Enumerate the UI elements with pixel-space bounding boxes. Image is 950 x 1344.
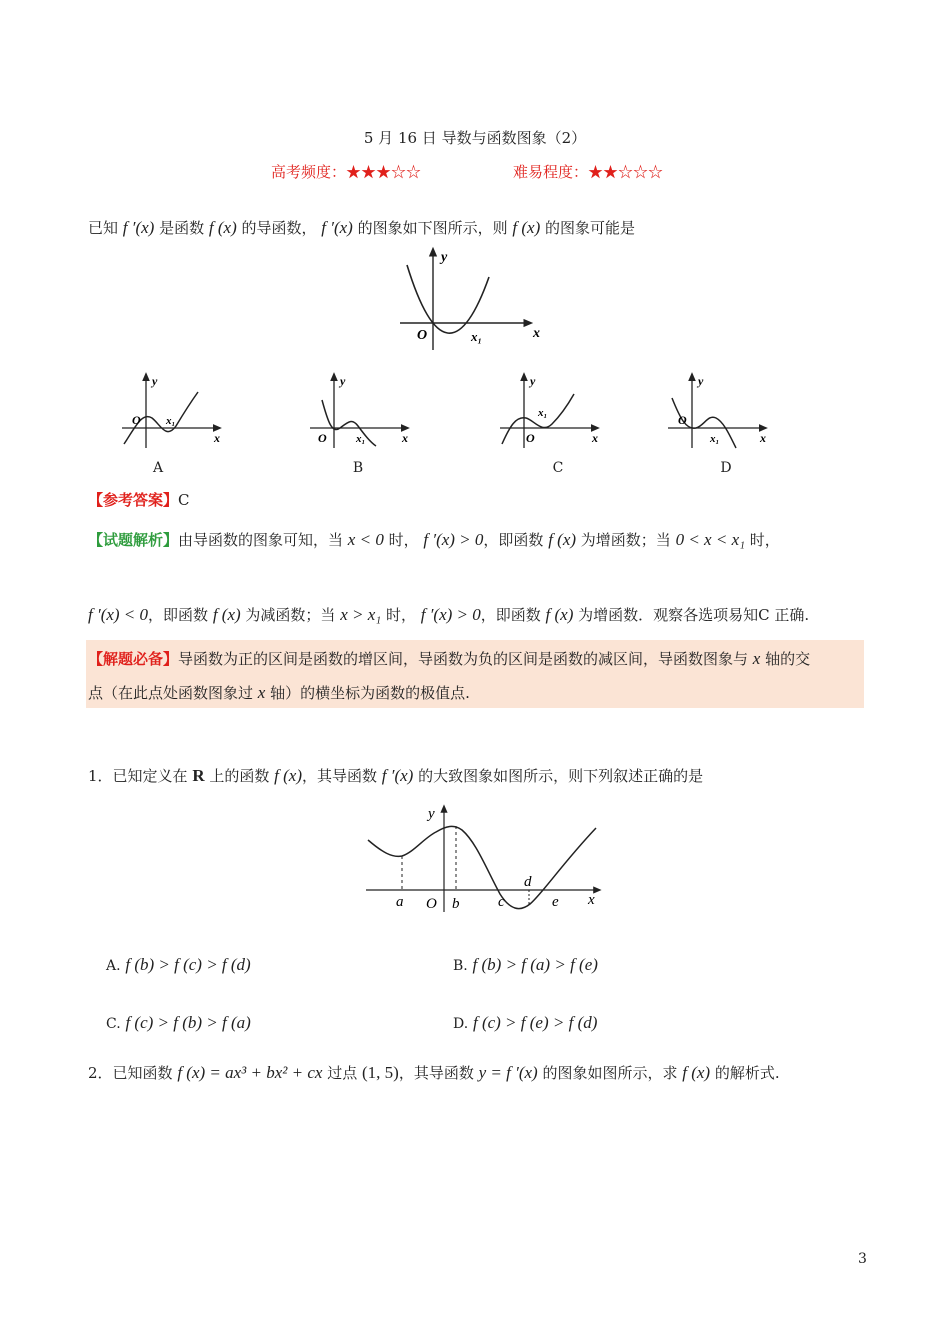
page-title: 5 月 16 日 导数与函数图象（2） (363, 129, 587, 147)
y-label: y (441, 250, 448, 265)
tip-line-1: 【解题必备】导函数为正的区间是函数的增区间，导函数为负的区间是函数的减区间，导函数图象与 x 轴的交 (88, 649, 811, 668)
svg-text:x₁: x₁ (356, 433, 366, 445)
choice-label-b: B (352, 460, 364, 476)
page-number: 3 (858, 1251, 867, 1267)
svg-text:a: a (396, 894, 404, 910)
question-1-graph (362, 800, 607, 918)
choice-label-d: D (720, 460, 732, 476)
choice-label-a: A (152, 460, 164, 476)
tip-line-2: 点（在此点处函数图象过 x 轴）的横坐标为函数的极值点. (88, 683, 470, 702)
choice-graph-d (664, 372, 772, 450)
svg-text:x₁: x₁ (166, 415, 176, 427)
q1-option-d[interactable]: D. f (c) > f (e) > f (d) (453, 1013, 598, 1032)
frequency-rating: 高考频度：★★★☆☆ (271, 163, 422, 181)
q1-option-b[interactable]: B. f (b) > f (a) > f (e) (453, 955, 598, 974)
svg-text:O: O (318, 431, 327, 445)
svg-text:x: x (402, 431, 408, 445)
svg-text:O: O (678, 413, 687, 427)
tip-box (86, 640, 864, 708)
x-label: x (533, 326, 540, 341)
reference-answer (88, 489, 190, 510)
svg-text:c: c (498, 894, 505, 910)
example-question: 已知 f ′(x) 是函数 f (x) 的导函数， f ′(x) 的图象如下图所示，则 f (x) 的图象可能是 (88, 218, 636, 237)
svg-text:y: y (152, 374, 158, 388)
svg-text:x₁: x₁ (710, 433, 720, 445)
svg-text:x: x (760, 431, 766, 445)
question-1: 1．已知定义在 R 上的函数 f (x)，其导函数 f ′(x) 的大致图象如图所示，则下列叙述正确的是 (88, 766, 704, 785)
analysis-tag: 【试题解析】 (88, 531, 179, 549)
choice-graph-c (496, 372, 604, 450)
svg-text:O: O (526, 431, 535, 445)
answer-value: C (178, 491, 190, 509)
svg-text:O: O (426, 896, 437, 912)
svg-text:e: e (552, 894, 559, 910)
answer-tag: 【参考答案】 (88, 491, 179, 509)
tip-tag: 【解题必备】 (88, 650, 179, 668)
svg-text:y: y (698, 374, 704, 388)
choice-label-c: C (552, 460, 564, 476)
svg-text:x: x (592, 431, 598, 445)
svg-text:x: x (214, 431, 220, 445)
svg-text:y: y (530, 374, 536, 388)
x1-label: x₁ (471, 329, 483, 344)
choice-graph-a (118, 372, 226, 450)
q1-option-c[interactable]: C. f (c) > f (b) > f (a) (106, 1013, 251, 1032)
svg-text:y: y (428, 806, 435, 822)
q1-option-a[interactable]: A. f (b) > f (c) > f (d) (106, 955, 251, 974)
origin-label: O (417, 328, 428, 343)
svg-text:d: d (524, 874, 532, 890)
svg-text:O: O (132, 413, 141, 427)
analysis-line-1: 【试题解析】由导函数的图象可知，当 x < 0 时， f ′(x) > 0，即函数 f (x) 为增函数；当 0 < x < x₁ 时， (88, 530, 780, 549)
difficulty-rating: 难易程度：★★☆☆☆ (513, 163, 664, 181)
svg-text:x: x (588, 892, 595, 908)
svg-text:b: b (452, 896, 460, 912)
question-2: 2．已知函数 f (x) = ax³ + bx² + cx 过点 (1, 5)，其导函数 y = f ′(x) 的图象如图所示，求 f (x) 的解析式. (88, 1063, 780, 1082)
choice-graph-b (306, 372, 414, 450)
analysis-line-2: f ′(x) < 0，即函数 f (x) 为减函数；当 x > x₁ 时， f ′(x) > 0，即函数 f (x) 为增函数．观察各选项易知C 正确. (88, 605, 810, 624)
derivative-graph (395, 245, 545, 357)
svg-text:y: y (340, 374, 346, 388)
svg-text:x₁: x₁ (538, 407, 548, 419)
